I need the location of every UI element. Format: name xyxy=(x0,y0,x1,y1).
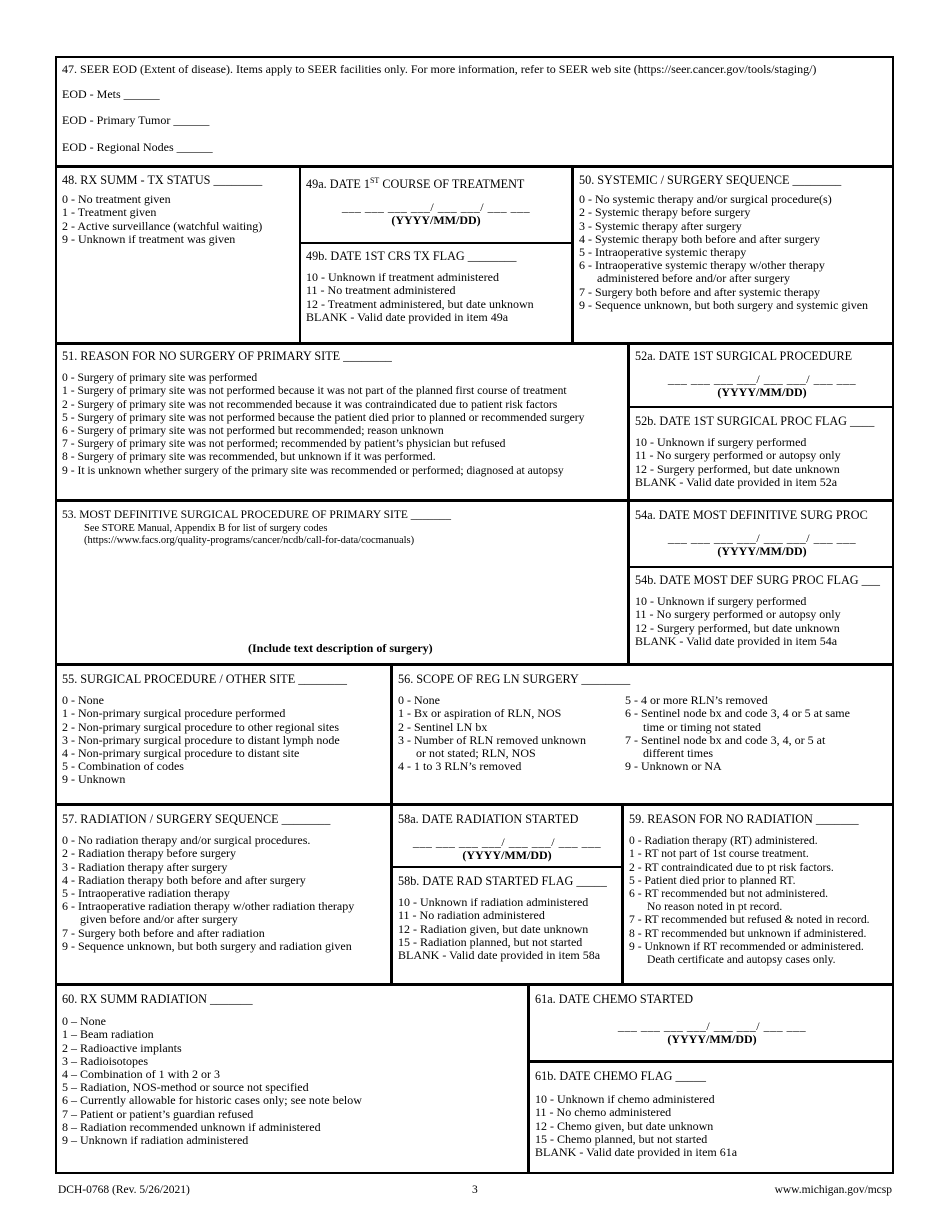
list-item: 2 - Systemic therapy before surgery xyxy=(579,205,751,220)
list-item: Death certificate and autopsy cases only. xyxy=(647,953,836,967)
list-item: 9 – Unknown if radiation administered xyxy=(62,1133,249,1148)
list-item: 4 – Combination of 1 with 2 or 3 xyxy=(62,1067,220,1082)
date-format: (YYYY/MM/DD) xyxy=(462,848,552,863)
list-item: 9 - Unknown if RT recommended or administered. xyxy=(629,939,864,953)
list-item: 7 - RT recommended but refused & noted in record. xyxy=(629,913,870,927)
list-item: 5 – Radiation, NOS-method or source not specified xyxy=(62,1080,309,1095)
divider xyxy=(621,803,624,985)
list-item: 10 - Unknown if surgery performed xyxy=(635,435,807,450)
list-item: 10 - Unknown if radiation administered xyxy=(398,895,589,910)
list-item: BLANK - Valid date provided in item 49a xyxy=(306,309,509,324)
section-61a-title: 61a. DATE CHEMO STARTED xyxy=(535,992,694,1006)
divider xyxy=(627,566,894,568)
list-item: BLANK - Valid date provided in item 61a xyxy=(535,1145,738,1160)
section-48 xyxy=(58,170,298,250)
list-item: 9 - Unknown or NA xyxy=(625,759,722,774)
list-item: 12 - Treatment administered, but date unknown xyxy=(306,296,534,311)
list-item: 12 - Chemo given, but date unknown xyxy=(535,1118,714,1133)
section-59-title[interactable]: 59. REASON FOR NO RADIATION _______ xyxy=(629,812,859,826)
list-item: 0 - None xyxy=(62,693,104,708)
list-item: 10 - Unknown if surgery performed xyxy=(635,594,807,609)
list-item: 10 - Unknown if chemo administered xyxy=(535,1092,715,1107)
list-item: 12 - Surgery performed, but date unknown xyxy=(635,620,840,635)
date-input[interactable]: ___ ___ ___ ___/ ___ ___/ ___ ___ xyxy=(667,372,857,387)
title-sup: ST xyxy=(369,176,380,185)
section-47 xyxy=(58,59,890,158)
list-item: 15 - Radiation planned, but not started xyxy=(398,934,583,949)
list-item: 8 – Radiation recommended unknown if administered xyxy=(62,1119,321,1134)
section-51-title[interactable]: 51. REASON FOR NO SURGERY OF PRIMARY SITE ________ xyxy=(62,349,392,363)
list-item: 5 - Intraoperative systemic therapy xyxy=(579,245,747,260)
list-item: 0 - No systemic therapy and/or surgical procedure(s) xyxy=(579,192,832,207)
section-52a xyxy=(631,346,893,404)
list-item: 4 - 1 to 3 RLN’s removed xyxy=(398,759,522,774)
surgery-description-label: (Include text description of surgery) xyxy=(248,641,433,655)
divider xyxy=(55,983,894,986)
list-item: 12 - Radiation given, but date unknown xyxy=(398,921,589,936)
divider xyxy=(527,1060,894,1063)
list-item: 15 - Chemo planned, but not started xyxy=(535,1131,708,1146)
list-item: 5 - 4 or more RLN’s removed xyxy=(625,693,768,708)
list-item: 10 - Unknown if treatment administered xyxy=(306,270,499,285)
list-item: administered before and/or after surgery xyxy=(597,271,791,286)
date-input[interactable]: ___ ___ ___ ___/ ___ ___/ ___ ___ xyxy=(412,835,602,850)
footer-url[interactable]: www.michigan.gov/mcsp xyxy=(774,1184,892,1196)
section-56-title[interactable]: 56. SCOPE OF REG LN SURGERY ________ xyxy=(398,672,631,686)
list-item: 2 - Surgery of primary site was not recommended because it was contraindicated due to patient risk factors xyxy=(62,397,558,411)
list-item: 6 - Sentinel node bx and code 3, 4 or 5 at same xyxy=(625,706,850,721)
section-54a xyxy=(631,505,893,563)
section-57-title[interactable]: 57. RADIATION / SURGERY SEQUENCE ________ xyxy=(62,812,331,826)
date-format: (YYYY/MM/DD) xyxy=(391,213,481,228)
list-item: 7 - Sentinel node bx and code 3, 4, or 5 at xyxy=(625,732,826,747)
section-60 xyxy=(58,989,526,1151)
title-text: 49a. DATE 1 xyxy=(306,177,370,192)
list-item: 6 – Currently allowable for historic cases only; see note below xyxy=(62,1093,362,1108)
section-53 xyxy=(58,505,626,660)
section-49a xyxy=(302,170,570,232)
divider xyxy=(55,499,894,502)
section-54b xyxy=(631,570,893,652)
list-item: BLANK - Valid date provided in item 52a xyxy=(635,474,838,489)
list-item: 4 - Non-primary surgical procedure to distant site xyxy=(62,746,300,761)
section-58a xyxy=(394,809,620,867)
section-49b-title[interactable]: 49b. DATE 1ST CRS TX FLAG ________ xyxy=(306,249,517,263)
list-item: or not stated; RLN, NOS xyxy=(416,746,536,761)
list-item: 2 - Sentinel LN bx xyxy=(398,719,488,734)
list-item: 11 - No surgery performed or autopsy only xyxy=(635,607,841,622)
list-item: 2 - Non-primary surgical procedure to other regional sites xyxy=(62,719,340,734)
list-item: 3 - Systemic therapy after surgery xyxy=(579,218,742,233)
list-item: 1 - RT not part of 1st course treatment. xyxy=(629,847,809,861)
section-61b-title[interactable]: 61b. DATE CHEMO FLAG _____ xyxy=(535,1069,706,1083)
section-53-title[interactable]: 53. MOST DEFINITIVE SURGICAL PROCEDURE OF PRIMARY SITE _______ xyxy=(62,509,452,521)
section-50 xyxy=(575,170,893,316)
list-item: 2 - RT contraindicated due to pt risk factors. xyxy=(629,860,834,874)
section-50-title[interactable]: 50. SYSTEMIC / SURGERY SEQUENCE ________ xyxy=(579,173,842,187)
date-format: (YYYY/MM/DD) xyxy=(667,1032,757,1047)
list-item: 7 - Surgery of primary site was not performed; recommended by patient’s physician but refused xyxy=(62,437,506,451)
section-47-title: 47. SEER EOD (Extent of disease). Items apply to SEER facilities only. For more information, refer to SEER web site (https://seer.cancer.gov/tools/staging/) xyxy=(62,62,817,76)
section-49a-title xyxy=(306,174,566,191)
list-item: 2 – Radioactive implants xyxy=(62,1040,182,1055)
list-item: 5 - Combination of codes xyxy=(62,759,184,774)
section-58a-title: 58a. DATE RADIATION STARTED xyxy=(398,812,579,826)
list-item: different times xyxy=(643,746,714,761)
divider xyxy=(55,663,894,666)
section-55-title[interactable]: 55. SURGICAL PROCEDURE / OTHER SITE ________ xyxy=(62,672,347,686)
list-item: 6 - Surgery of primary site was not performed but recommended; reason unknown xyxy=(62,424,444,438)
divider xyxy=(390,663,393,805)
section-48-title[interactable]: 48. RX SUMM - TX STATUS ________ xyxy=(62,173,263,187)
divider xyxy=(627,499,630,665)
list-item: 6 - Intraoperative radiation therapy w/other radiation therapy xyxy=(62,899,355,914)
list-item: 1 - Non-primary surgical procedure performed xyxy=(62,706,286,721)
section-54b-title[interactable]: 54b. DATE MOST DEF SURG PROC FLAG ___ xyxy=(635,573,880,587)
divider xyxy=(299,242,573,244)
list-item: 11 - No radiation administered xyxy=(398,908,545,923)
section-53-note: See STORE Manual, Appendix B for list of surgery codes xyxy=(84,523,328,534)
list-item: 4 - Systemic therapy both before and after surgery xyxy=(579,231,821,246)
divider xyxy=(55,803,894,806)
list-item: 3 - Number of RLN removed unknown xyxy=(398,732,586,747)
eod-primary-tumor-field[interactable]: EOD - Primary Tumor ______ xyxy=(62,113,210,128)
section-61a xyxy=(531,989,893,1051)
list-item: 5 - Surgery of primary site was not performed because the patient died prior to planned or recommended surgery xyxy=(62,410,585,424)
date-format: (YYYY/MM/DD) xyxy=(717,544,807,559)
list-item: 0 - None xyxy=(398,693,440,708)
section-52b-title[interactable]: 52b. DATE 1ST SURGICAL PROC FLAG ____ xyxy=(635,414,875,428)
list-item: 2 - Radiation therapy before surgery xyxy=(62,846,237,861)
list-item: 1 - Bx or aspiration of RLN, NOS xyxy=(398,706,562,721)
list-item: BLANK - Valid date provided in item 54a xyxy=(635,633,838,648)
list-item: 6 - Intraoperative systemic therapy w/other therapy xyxy=(579,258,825,273)
list-item: 1 - Treatment given xyxy=(62,205,157,220)
section-59 xyxy=(625,809,893,970)
date-input[interactable]: ___ ___ ___ ___/ ___ ___/ ___ ___ xyxy=(341,200,531,215)
section-60-title[interactable]: 60. RX SUMM RADIATION _______ xyxy=(62,992,253,1006)
date-format: (YYYY/MM/DD) xyxy=(717,385,807,400)
divider xyxy=(390,803,393,985)
section-57 xyxy=(58,809,388,957)
list-item: 9 - Sequence unknown, but both surgery and systemic given xyxy=(579,297,869,312)
divider xyxy=(299,165,301,344)
section-58b-title[interactable]: 58b. DATE RAD STARTED FLAG _____ xyxy=(398,874,607,888)
section-51 xyxy=(58,346,626,481)
list-item: 7 – Patient or patient’s guardian refused xyxy=(62,1106,254,1121)
divider xyxy=(55,165,894,168)
list-item: 9 - Unknown xyxy=(62,772,126,787)
list-item: 8 - RT recommended but unknown if administered. xyxy=(629,926,867,940)
divider xyxy=(627,406,894,408)
list-item: 3 - Radiation therapy after surgery xyxy=(62,859,228,874)
list-item: 0 - No treatment given xyxy=(62,192,171,207)
list-item: 4 - Radiation therapy both before and after surgery xyxy=(62,872,306,887)
list-item: 9 - Sequence unknown, but both surgery and radiation given xyxy=(62,938,352,953)
list-item: 8 - Surgery of primary site was recommended, but unknown if it was performed. xyxy=(62,450,436,464)
section-61b xyxy=(531,1066,893,1163)
list-item: 5 - Patient died prior to planned RT. xyxy=(629,873,796,887)
list-item: given before and/or after surgery xyxy=(80,912,238,927)
divider xyxy=(627,342,630,501)
list-item: 12 - Surgery performed, but date unknown xyxy=(635,461,840,476)
list-item: No reason noted in pt record. xyxy=(647,900,783,914)
list-item: 9 - Unknown if treatment was given xyxy=(62,231,236,246)
divider xyxy=(55,342,894,345)
date-input[interactable]: ___ ___ ___ ___/ ___ ___/ ___ ___ xyxy=(667,531,857,546)
section-54a-title: 54a. DATE MOST DEFINITIVE SURG PROC xyxy=(635,508,868,522)
page-number: 3 xyxy=(472,1184,478,1196)
list-item: 11 - No treatment administered xyxy=(306,283,456,298)
section-56 xyxy=(394,669,892,774)
list-item: 0 - Radiation therapy (RT) administered. xyxy=(629,834,818,848)
list-item: 0 – None xyxy=(62,1014,106,1029)
list-item: 0 - Surgery of primary site was performed xyxy=(62,371,258,385)
eod-regional-nodes-field[interactable]: EOD - Regional Nodes ______ xyxy=(62,139,213,154)
list-item: 11 - No surgery performed or autopsy only xyxy=(635,448,841,463)
eod-mets-field[interactable]: EOD - Mets ______ xyxy=(62,87,160,102)
section-49b xyxy=(302,246,570,328)
list-item: 6 - RT recommended but not administered. xyxy=(629,887,829,901)
list-item: 9 - It is unknown whether surgery of the primary site was recommended or performed; diagnosed at autopsy xyxy=(62,463,564,477)
title-text: COURSE OF TREATMENT xyxy=(379,177,525,192)
list-item: time or timing not stated xyxy=(643,719,761,734)
list-item: 0 - No radiation therapy and/or surgical procedures. xyxy=(62,833,311,848)
section-58b xyxy=(394,871,620,966)
form-id: DCH-0768 (Rev. 5/26/2021) xyxy=(58,1184,190,1196)
list-item: 3 – Radioisotopes xyxy=(62,1053,148,1068)
divider xyxy=(527,983,530,1174)
divider xyxy=(571,165,574,344)
list-item: 2 - Active surveillance (watchful waiting) xyxy=(62,218,263,233)
list-item: 11 - No chemo administered xyxy=(535,1105,672,1120)
section-52a-title: 52a. DATE 1ST SURGICAL PROCEDURE xyxy=(635,349,853,363)
date-input[interactable]: ___ ___ ___ ___/ ___ ___/ ___ ___ xyxy=(617,1019,807,1034)
list-item: 7 - Surgery both before and after radiation xyxy=(62,925,265,940)
list-item: BLANK - Valid date provided in item 58a xyxy=(398,948,601,963)
section-55 xyxy=(58,669,388,791)
list-item: 1 - Surgery of primary site was not performed because it was not part of the planned first course of treatment xyxy=(62,384,567,398)
list-item: 3 - Non-primary surgical procedure to distant lymph node xyxy=(62,732,340,747)
section-53-link: (https://www.facs.org/quality-programs/cancer/ncdb/call-for-data/cocmanuals) xyxy=(84,535,415,546)
section-52b xyxy=(631,411,893,493)
list-item: 7 - Surgery both before and after systemic therapy xyxy=(579,284,821,299)
list-item: 1 – Beam radiation xyxy=(62,1027,154,1042)
list-item: 5 - Intraoperative radiation therapy xyxy=(62,886,230,901)
